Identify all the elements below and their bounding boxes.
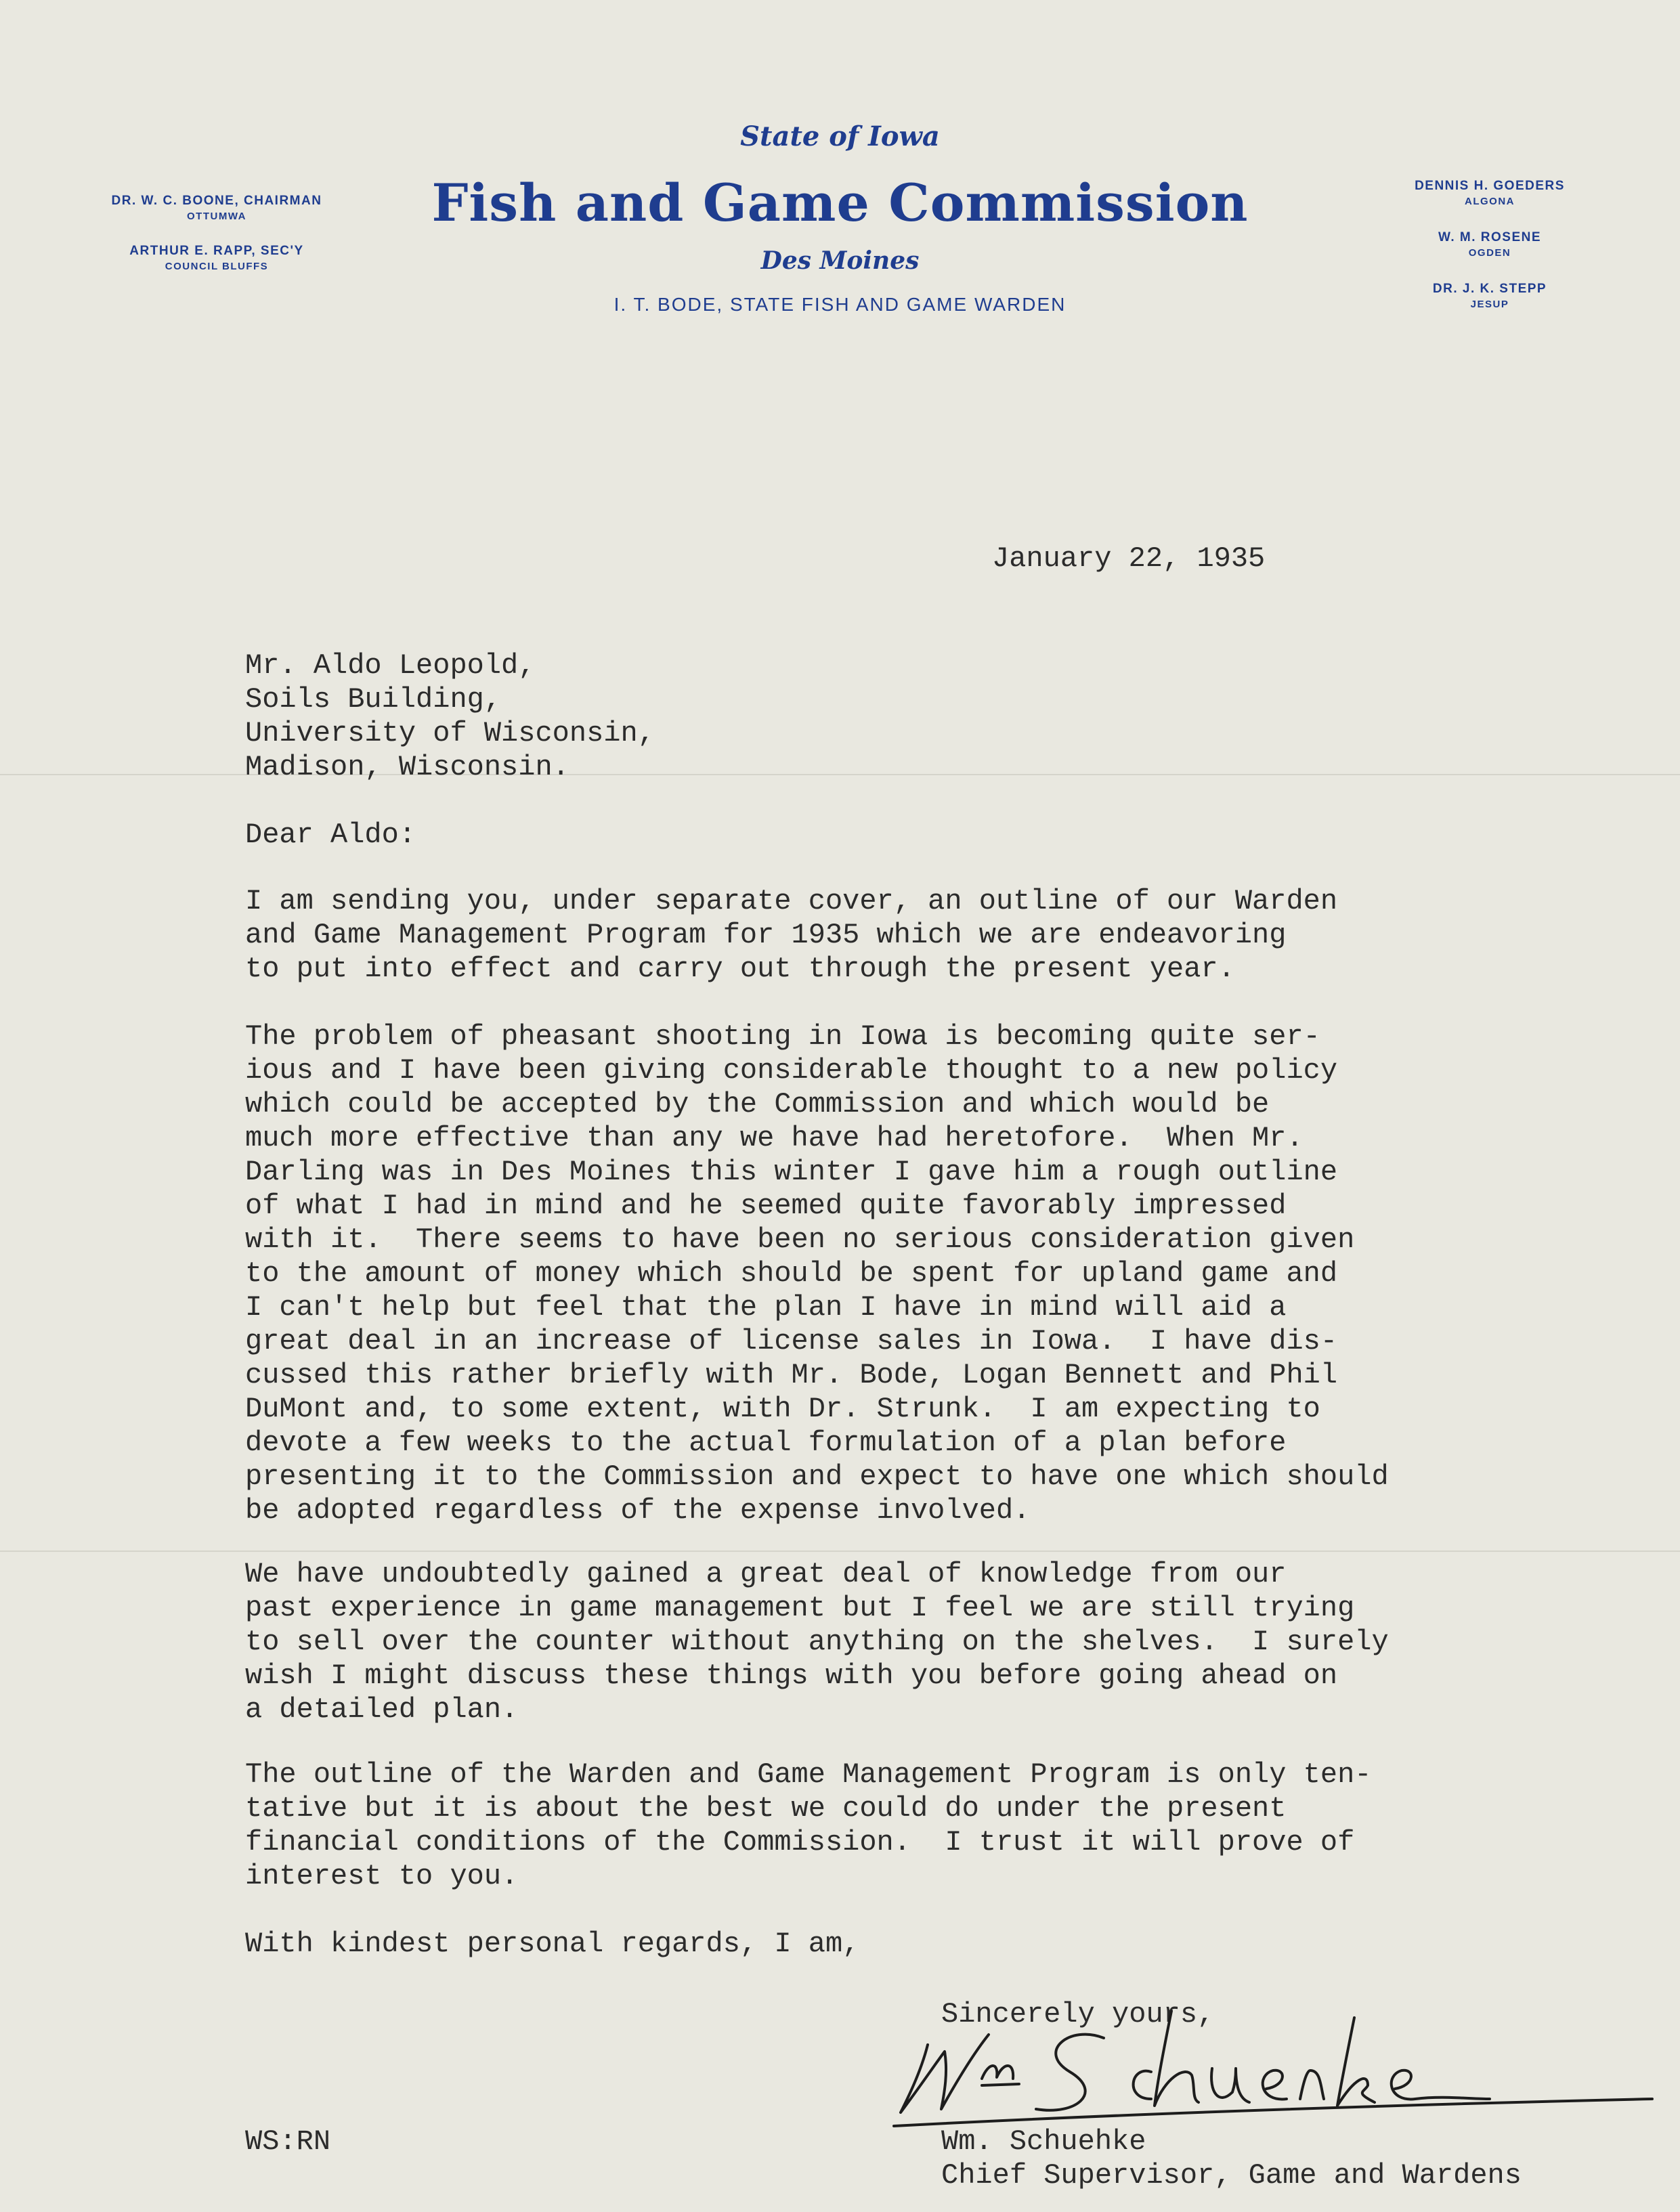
body-line: I am sending you, under separate cover, an outline of our Warden [245,885,1338,917]
body-line: much more effective than any we have had heretofore. When Mr. [245,1122,1304,1154]
letterhead-member-boone [81,192,352,223]
letter-date: January 22, 1935 [992,542,1266,575]
salutation: Dear Aldo: [245,819,416,851]
member-name: ARTHUR E. RAPP, SEC'Y [129,244,304,258]
inside-address-line: Mr. Aldo Leopold, [245,649,536,682]
body-line: with it. There seems to have been no serious consideration given [245,1223,1355,1256]
letterhead-city: Des Moines [760,246,920,275]
member-town: JESUP [1470,299,1509,310]
closing-line: With kindest personal regards, I am, [245,1928,860,1960]
body-line: I can't help but feel that the plan I have in mind will aid a [245,1291,1287,1324]
body-line: great deal in an increase of license sales in Iowa. I have dis- [245,1325,1338,1358]
member-name: DR. J. K. STEPP [1432,282,1547,296]
member-town: COUNCIL BLUFFS [165,261,269,272]
letterhead-warden: I. T. BODE, STATE FISH AND GAME WARDEN [613,294,1067,315]
signer-name: Wm. Schuehke [941,2125,1146,2158]
member-town: OGDEN [1468,247,1511,259]
body-line: ious and I have been giving considerable thought to a new policy [245,1054,1338,1087]
inside-address-line: Madison, Wisconsin. [245,751,569,783]
member-name: W. M. ROSENE [1438,230,1542,244]
letterhead-state: State of Iowa [740,121,940,152]
letterhead-commission: Fish and Game Commission [431,173,1249,233]
body-line: financial conditions of the Commission. I trust it will prove of [245,1826,1355,1859]
letterhead-member-rapp [81,242,352,274]
member-name: DR. W. C. BOONE, CHAIRMAN [111,194,322,208]
body-line: DuMont and, to some extent, with Dr. Strunk. I am expecting to [245,1393,1320,1425]
letterhead-member-rosene [1381,229,1598,260]
body-line: past experience in game management but I feel we are still trying [245,1592,1355,1624]
body-line: of what I had in mind and he seemed quite favorably impressed [245,1190,1287,1222]
inside-address-line: University of Wisconsin, [245,717,655,750]
typist-initials: WS:RN [245,2125,331,2158]
body-line: The outline of the Warden and Game Management Program is only ten- [245,1758,1372,1791]
body-line: devote a few weeks to the actual formulation of a plan before [245,1427,1287,1459]
inside-address-line: Soils Building, [245,683,502,716]
body-line: which could be accepted by the Commission and which would be [245,1088,1270,1121]
complimentary-close: Sincerely yours, [941,1998,1215,2031]
member-town: ALGONA [1465,196,1515,207]
body-line: to sell over the counter without anything on the shelves. I surely [245,1626,1389,1658]
body-line: to put into effect and carry out through the present year. [245,953,1235,985]
body-line: tative but it is about the best we could do under the present [245,1792,1287,1825]
member-name: DENNIS H. GOEDERS [1415,179,1565,193]
handwritten-signature [880,1997,1659,2133]
body-line: to the amount of money which should be spent for upland game and [245,1257,1338,1290]
body-line: presenting it to the Commission and expect to have one which should [245,1460,1389,1493]
body-line: wish I might discuss these things with you before going ahead on [245,1660,1338,1692]
body-line: be adopted regardless of the expense involved. [245,1494,1031,1527]
paper-fold [0,1550,1680,1552]
body-line: The problem of pheasant shooting in Iowa is becoming quite ser- [245,1020,1320,1053]
letterhead-member-stepp [1381,280,1598,311]
signer-title: Chief Supervisor, Game and Wardens [941,2159,1522,2192]
body-line: Darling was in Des Moines this winter I gave him a rough outline [245,1156,1338,1188]
member-town: OTTUMWA [187,211,246,222]
letterhead-member-goeders [1381,177,1598,209]
body-line: We have undoubtedly gained a great deal of knowledge from our [245,1558,1287,1590]
body-line: and Game Management Program for 1935 which we are endeavoring [245,919,1287,951]
body-line: cussed this rather briefly with Mr. Bode, Logan Bennett and Phil [245,1359,1338,1391]
body-line: a detailed plan. [245,1693,519,1726]
body-line: interest to you. [245,1860,519,1892]
